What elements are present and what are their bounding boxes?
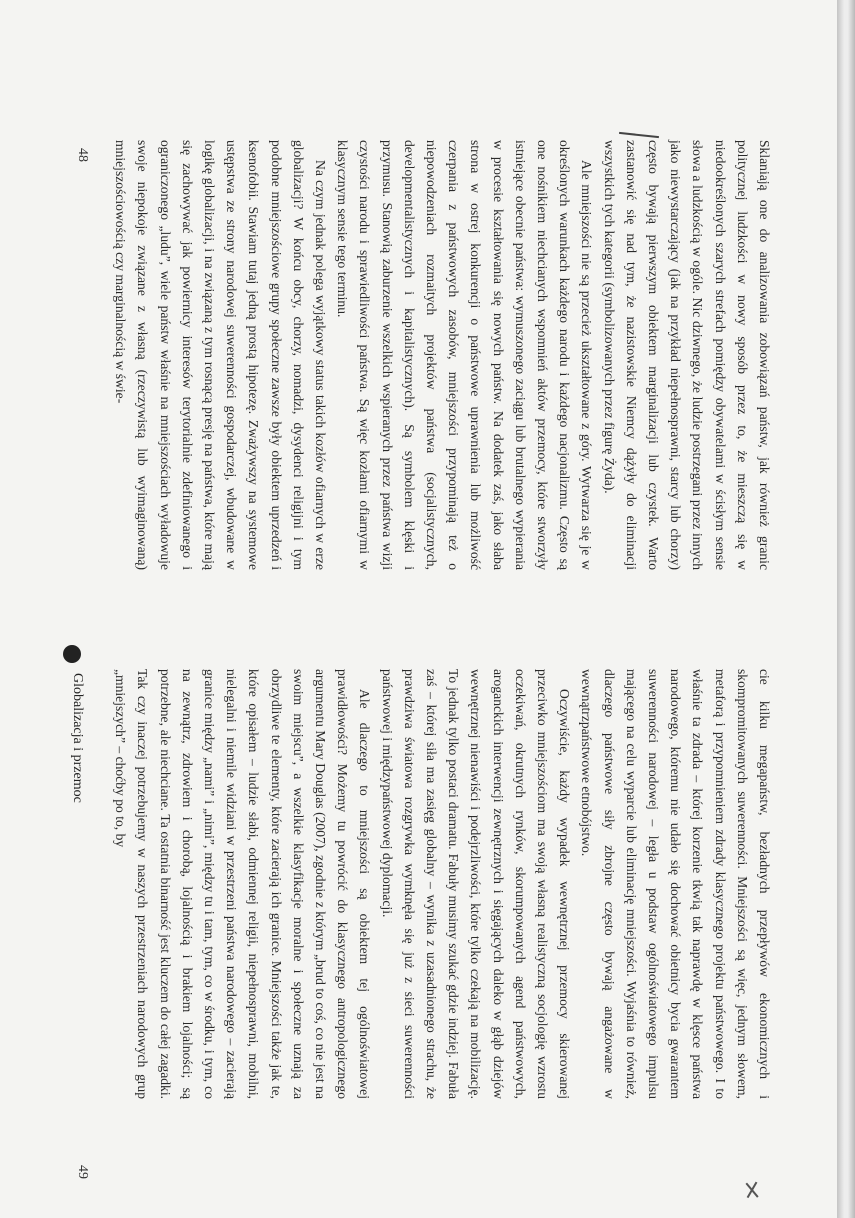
page-number: 49 [75, 1165, 90, 1179]
right-page [0, 609, 855, 1218]
left-page-text [109, 140, 775, 570]
paragraph: cie kilku megapaństw, bezładnych przepływów ekonomicznych i skompromitowanych suwerenności. Mniejszości są więc, jednym słowem, metaforą i przypomnieniem zdrady klasycznego projektu państwowego. I to właśnie ta zdrada – której korzenie tkwią tak naprawdę w klęsce państwa narodowego, któremu nie udało się dochować obietnicy bycia gwarantem suwerenności narodowej – legła u podstaw ogólnoświatowego impulsu mającego na celu wyparcie lub eliminację mniejszości. Wyjaśnia to również, dlaczego państwowe siły zbrojne często bywają angażowane w wewnątrzpaństwowe etnobójstwo. [579, 669, 772, 1099]
paragraph: Oczywiście, każdy wypadek wewnętrznej przemocy skierowanej przeciwko mniejszościom ma swoją własną realistyczną socjologię wzrostu oczekiwań, okrutnych rynków, skorumpowanych agend państwowych, aroganckich interwencji zewnętrznych i sięgających daleko w głąb dziejów wewnętrznej nienawiści i podejrzliwości, które tylko czekają na mobilizację. To jednak tylko postaci dramatu. Fabuły musimy szukać gdzie indziej. Fabuła zaś – której siła ma zasięg globalny – wynika z uzasadnionego strachu, że prawdziwa światowa rozgrywka wymknęła się już z sieci suwerenności państwowej i międzypaństwowej dyplomacji. [379, 669, 573, 1099]
page-number: 48 [75, 148, 90, 162]
paragraph: Na czym jednak polega wyjątkowy status takich kozłów ofiarnych w erze globalizacji? W końcu obcy, chorzy, nomadzi, dysydenci religijni i tym podobne mniejszościowe grupy społeczne zawsze były obiektem uprzedzeń i ksenofobii. Stawiam tutaj jedną prostą hipotezę. Zważywszy na systemowe ustępstwa ze strony narodowej suwerenności gospodarczej, wbudowane w logikę globalizacji, i na związaną z tym rosnącą presję na państwa, które mają się zachowywać jak powiernicy interesów terytorialnie zdefiniowanego i ograniczonego „ludu”, wiele państw właśnie na mniejszościach wyładowuje swoje niepokoje związane z własną (rzeczywistą lub wyimaginowaną) mniejszościowością czy marginalnością w świe- [113, 140, 328, 570]
check-mark-icon [743, 1179, 761, 1201]
right-page-text [109, 669, 775, 1099]
paragraph: Ale dlaczego to mniejszości są obiektem tej ogólnoświatowej prawidłowości? Możemy tu powrócić do klasycznego antropologicznego argumentu Mary Douglas (2007), zgodnie z którym „brud to coś, co nie jest na swoim miejscu”, a wszelkie klasyfikacje moralne i społeczne uznają za obrzydliwe te elementy, które zacierają ich granice. Mniejszości także jak te, które opisałem – ludzie słabi, odmiennej religii, niepełnosprawni, mobilni, nielegalni i niemile widziani w przestrzeni państwa narodowego – zacierają granice między „nami” i „nimi”, między tu i tam, tym, co w środku, i tym, co na zewnątrz, zdrowiem i chorobą, lojalnością i brakiem lojalności; są potrzebne, ale niechciane. Ta ostatnia binarność jest kluczem do całej zagadki. Tak czy inaczej potrzebujemy w naszych przestrzeniach narodowych grup „mniejszych” – choćby po to, by [113, 669, 373, 1099]
margin-pen-mark [619, 132, 659, 138]
paragraph: Sklaniają one do analizowania zobowiązań państw, jak również granic politycznej ludzkości w nowy sposób przez to, że mieszczą się w niedookreślonych szarych strefach pomiędzy obywatelami w ścisłym sensie słowa a ludzkością w ogóle. Nic dziwnego, że ludzie postrzegani przez innych jako niewystarczający (jak na przykład niepełnosprawni, starcy lub chorzy) często bywają pierwszym obiektem marginalizacji lub czystek. Warto zastanowić się nad tym, że nazistowskie Niemcy dążyły do eliminacji wszystkich tych kategorii (symbolizowanych przez figurę Żyda). [601, 140, 772, 570]
header-bullet-icon [63, 645, 81, 663]
running-header: Globalizacja i przemoc [70, 673, 85, 803]
paragraph: Ale mniejszości nie są przecież ukształtowane z góry. Wytwarza się je w określonych warunkach każdego narodu i każdego nacjonalizmu. Często są one nośnikiem niechcianych wspomnień aktów przemocy, które stworzyły istniejące obecnie państwa: wymuszonego zaciągu lub brutalnego wypierania w procesie kształtowania się nowych państw. Na dodatek zaś, jako słaba strona w ostrej konkurencji o państwowe uprawnienia lub możliwość czerpania z państwowych zasobów, mniejszości przypominają też o niepowodzeniach rozmaitych projektów państwa (socjalistycznych, developmentalistycznych i kapitalistycznych). Są symbolem klęski i przymusu. Stanowią zaburzenie wszelkich wspieranych przez państwa wizji czystości narodu i sprawiedliwości państwa. Są więc kozłami ofiarnymi w klasycznym sensie tego terminu. [335, 140, 595, 570]
